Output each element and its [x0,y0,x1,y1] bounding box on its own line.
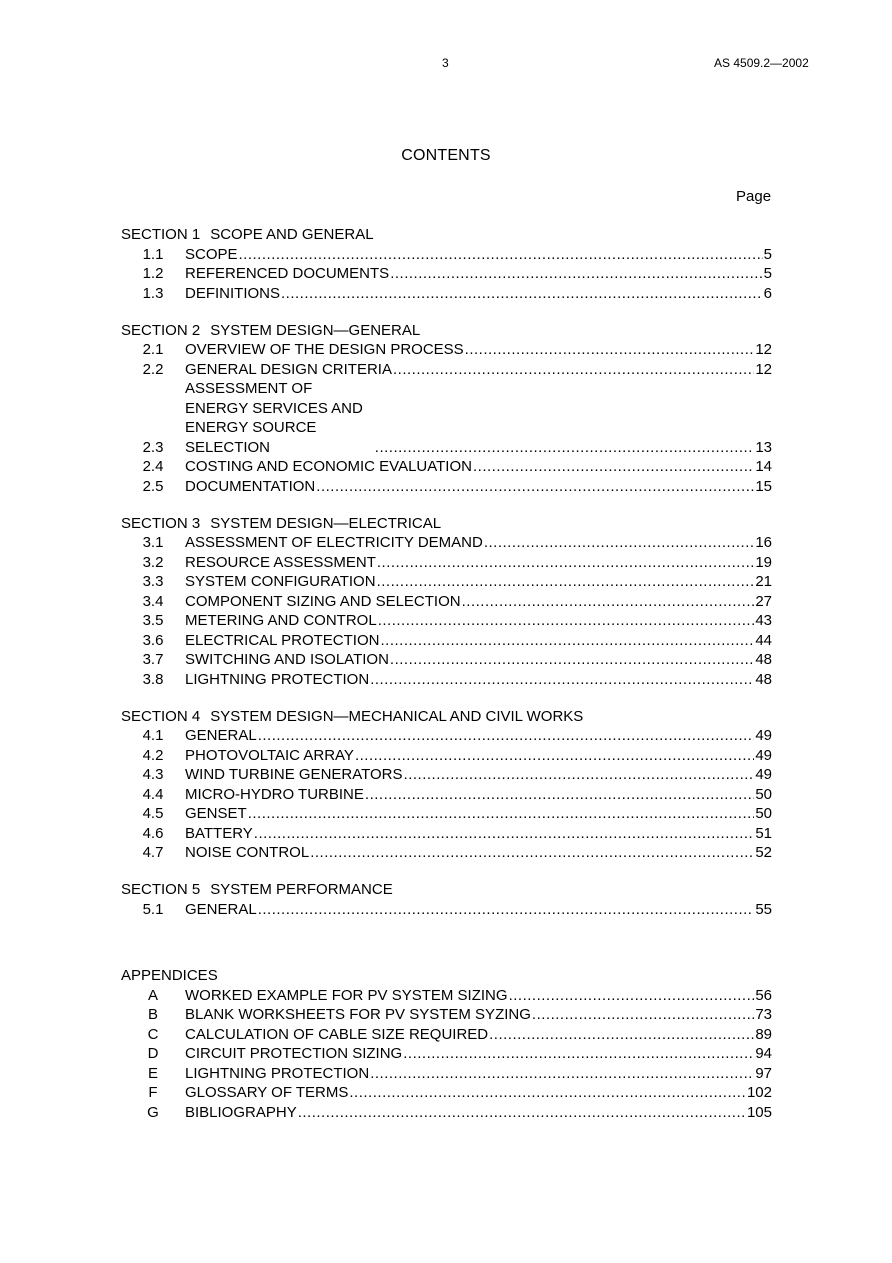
toc-entry-body [185,726,772,746]
toc-entry-number: 3.2 [142,553,164,571]
toc-entry-title: LIGHTNING PROTECTION [185,670,370,688]
section-label: SECTION 3 [121,514,201,532]
toc-entry-title: BIBLIOGRAPHY [185,1103,297,1121]
section-heading [121,707,772,727]
toc-entry-title: WIND TURBINE GENERATORS [185,766,403,783]
dot-leader [349,1083,746,1103]
toc-entry-body [185,765,772,785]
toc-entry-page: 16 [755,534,772,551]
dot-leader [390,264,762,284]
toc-entry [121,379,772,457]
toc-entry-title: BLANK WORKSHEETS FOR PV SYSTEM SYZING [185,1006,531,1023]
dot-leader [310,843,754,863]
toc-entry-body [185,785,772,805]
toc-entry-page: 5 [763,245,772,263]
toc-entry-page: 56 [755,986,772,1004]
toc-entry-title: WORKED EXAMPLE FOR PV SYSTEM SIZING [185,986,508,1004]
page-column-label: Page [736,188,772,205]
dot-leader [393,360,754,380]
toc-entry [121,553,772,573]
toc-entry [121,726,772,746]
toc-entry-page: 48 [755,651,772,668]
toc-entry-number: 3.7 [142,651,164,668]
toc-entry-number: 3.3 [142,573,164,590]
dot-leader [375,438,755,458]
toc-entry-title: ASSESSMENT OF ELECTRICITY DEMAND [185,534,483,551]
dot-leader [355,746,754,766]
toc-entry-body [185,264,772,284]
section-title: SYSTEM PERFORMANCE [210,881,393,898]
dot-leader [377,572,755,592]
dot-leader [403,1044,754,1064]
toc-entry-body [185,670,772,690]
toc-entry-body [185,553,772,573]
toc-entry-number: A [147,986,158,1004]
toc-entry-body [185,746,772,766]
dot-leader [248,804,755,824]
toc-entry [121,572,772,592]
dot-leader [377,553,754,573]
dot-leader [484,533,754,553]
toc-entry [121,900,772,920]
toc-entry [121,457,772,477]
section-heading [121,321,772,341]
toc-entry-number: B [147,1006,158,1023]
toc-entry-title: PHOTOVOLTAIC ARRAY [185,746,354,764]
toc-entry-page: 50 [755,805,772,822]
toc-entry [121,592,772,612]
toc-entry [121,1103,772,1123]
toc-entry-page: 14 [755,458,772,475]
toc-entry-number: D [147,1045,159,1062]
toc-entry [121,785,772,805]
toc-section [121,225,772,303]
toc-entry-number: 4.3 [142,766,164,783]
toc-entry-title: NOISE CONTROL [185,844,310,861]
dot-leader [258,726,755,746]
toc-entry-page: 48 [755,670,772,688]
toc-entry-body [185,360,772,380]
toc-entry-page: 43 [755,612,772,629]
toc-entry-title: SYSTEM CONFIGURATION [185,573,376,590]
toc-entry-title: METERING AND CONTROL [185,612,377,629]
dot-leader [532,1005,754,1025]
dot-leader [370,670,754,690]
toc-entry-body [185,1103,772,1123]
toc-entry-title: CIRCUIT PROTECTION SIZING [185,1045,403,1062]
toc-entry [121,360,772,380]
toc-entry-number: 2.1 [142,341,164,358]
toc-entry [121,670,772,690]
toc-entry-body [185,611,772,631]
toc-entry [121,1064,772,1084]
toc-entry-body [185,284,772,304]
toc-entry-number: 3.1 [142,534,164,551]
toc-entry-page: 73 [755,1006,772,1023]
toc-entry-title: GENERAL [185,900,257,918]
dot-leader [298,1103,746,1123]
toc-entry [121,746,772,766]
toc-entry-body [185,1025,772,1045]
dot-leader [462,592,755,612]
toc-entry-title: RESOURCE ASSESSMENT [185,553,376,571]
toc-entry-page: 19 [755,553,772,571]
toc-entry-number: 3.8 [142,670,164,688]
dot-leader [465,340,755,360]
dot-leader [390,650,754,670]
toc-entry-body [185,986,772,1006]
section-title: SCOPE AND GENERAL [210,226,374,243]
toc-entry-title: DOCUMENTATION [185,477,316,495]
toc-entry-title: COMPONENT SIZING AND SELECTION [185,592,461,610]
toc-entry-number: 2.3 [142,438,164,456]
toc-entry-page: 12 [755,360,772,378]
toc-entry-title: SCOPE [185,245,238,263]
toc-entry-number: 4.1 [142,727,164,744]
toc-entry-number: C [147,1025,159,1043]
dot-leader [489,1025,754,1045]
toc-entry-number: 4.5 [142,805,164,822]
toc-entry [121,264,772,284]
section-heading [121,880,772,900]
toc-entry-title: MICRO-HYDRO TURBINE [185,785,364,803]
toc-entry-body [185,1044,772,1064]
section-label: SECTION 5 [121,881,201,898]
dot-leader [473,457,754,477]
toc-entry-number: E [147,1064,158,1082]
toc-entry [121,765,772,785]
toc-entry-body [185,477,772,497]
toc-entry-body [185,592,772,612]
toc-entry-page: 44 [755,631,772,649]
toc-entry-page: 105 [746,1103,772,1121]
toc-entry-body [185,900,772,920]
toc-entry-title: COSTING AND ECONOMIC EVALUATION [185,458,472,475]
toc-entry-body [185,340,772,360]
toc-entry-number: F [148,1084,158,1101]
toc-section [121,321,772,497]
toc-entry [121,843,772,863]
appendices-heading: APPENDICES [121,967,218,984]
contents-title: CONTENTS [401,147,491,164]
toc-entry-title: BATTERY [185,824,253,842]
page-number: 3 [442,56,449,70]
toc-entry-title: CALCULATION OF CABLE SIZE REQUIRED [185,1025,489,1043]
dot-leader [404,765,755,785]
section-title: SYSTEM DESIGN—GENERAL [210,321,421,339]
toc-entry [121,986,772,1006]
toc-entry-body [185,631,772,651]
section-title: SYSTEM DESIGN—ELECTRICAL [210,514,442,532]
toc-entry-page: 51 [755,824,772,842]
toc-entry-page: 55 [755,900,772,918]
toc-entry-title: GLOSSARY OF TERMS [185,1084,349,1101]
toc-entry [121,284,772,304]
toc-entry-body [185,804,772,824]
toc-entry [121,1025,772,1045]
dot-leader [281,284,763,304]
toc-section [121,707,772,863]
section-label: SECTION 4 [121,707,201,725]
dot-leader [380,631,754,651]
toc-entry-page: 52 [755,844,772,861]
toc-entry [121,245,772,265]
toc-entry-title: GENSET [185,805,247,822]
toc-entry-page: 50 [755,785,772,803]
toc-entry [121,533,772,553]
toc-entry-body [185,824,772,844]
toc-entry [121,1044,772,1064]
toc-entry-body [185,533,772,553]
toc-entry-title: REFERENCED DOCUMENTS [185,265,390,282]
toc-entry-page: 49 [755,766,772,783]
toc-entry-page: 94 [755,1045,772,1062]
dot-leader [509,986,755,1006]
dot-leader [258,900,755,920]
toc-entry-number: 4.6 [142,824,164,842]
toc-entry-number: G [147,1103,159,1121]
toc-entry-body [185,650,772,670]
dot-leader [370,1064,754,1084]
toc-entry [121,650,772,670]
dot-leader [316,477,754,497]
toc-entry-title: SWITCHING AND ISOLATION [185,651,389,668]
section-label: SECTION 1 [121,226,201,243]
toc-entry-page: 15 [755,477,772,495]
toc-entry [121,631,772,651]
toc-entry [121,824,772,844]
toc-entry-number: 4.2 [142,746,164,764]
toc-entry-number: 4.4 [142,785,164,803]
section-label: SECTION 2 [121,321,201,339]
toc-entry-number: 3.6 [142,631,164,649]
toc-entry-page: 49 [755,746,772,764]
toc-entry-body [185,843,772,863]
toc-entry-body [185,572,772,592]
dot-leader [365,785,754,805]
toc-entry-number: 2.5 [142,477,164,495]
dot-leader [239,245,763,265]
toc-section [121,880,772,919]
toc-entry-title: LIGHTNING PROTECTION [185,1064,370,1082]
toc-entry-title: GENERAL DESIGN CRITERIA [185,360,392,378]
toc-entry-number: 1.3 [142,284,164,302]
section-heading [121,514,772,534]
toc-entry-number: 3.5 [142,612,164,629]
toc-entry [121,611,772,631]
toc-entry [121,477,772,497]
toc-entry-number: 4.7 [142,844,164,861]
section-title: SYSTEM DESIGN—MECHANICAL AND CIVIL WORKS [210,707,584,725]
toc-entry-page: 13 [755,438,772,456]
toc-entry [121,1083,772,1103]
toc-entry-body [185,457,772,477]
toc-entry-page: 5 [763,265,772,282]
toc-entry-page: 97 [755,1064,772,1082]
toc-entry-number: 1.2 [142,265,164,282]
toc-entry-page: 89 [755,1025,772,1043]
toc-entry-page: 49 [755,727,772,744]
toc-entry-page: 21 [755,573,772,590]
toc-entry-number: 2.2 [142,360,164,378]
toc-entry-title: DEFINITIONS [185,284,281,302]
toc-entry-body [185,1064,772,1084]
dot-leader [254,824,755,844]
toc-entry-page: 12 [755,341,772,358]
toc-entry-page: 102 [746,1084,772,1101]
toc-entry-page: 6 [763,284,772,302]
toc-entry-body [185,245,772,265]
toc-entry-number: 5.1 [142,900,164,918]
table-of-contents [121,225,772,1140]
toc-entry-title: ASSESSMENT OF ENERGY SERVICES AND ENERGY SOURCE SELECTION [185,380,363,456]
toc-entry-body [185,1083,772,1103]
toc-entry-number: 3.4 [142,592,164,610]
toc-entry-number: 1.1 [142,245,164,263]
toc-entry [121,1005,772,1025]
toc-entry-title: GENERAL [185,727,257,744]
toc-entry [121,804,772,824]
toc-entry-body [185,379,772,457]
toc-entry-body [185,1005,772,1025]
toc-entry-title: ELECTRICAL PROTECTION [185,631,380,649]
toc-entry [121,340,772,360]
document-id: AS 4509.2—2002 [714,56,809,70]
appendices-section [121,966,772,1122]
toc-entry-title: OVERVIEW OF THE DESIGN PROCESS [185,341,464,358]
toc-section [121,514,772,690]
section-heading [121,225,772,245]
toc-entry-number: 2.4 [142,458,164,475]
toc-entry-page: 27 [755,592,772,610]
dot-leader [378,611,755,631]
